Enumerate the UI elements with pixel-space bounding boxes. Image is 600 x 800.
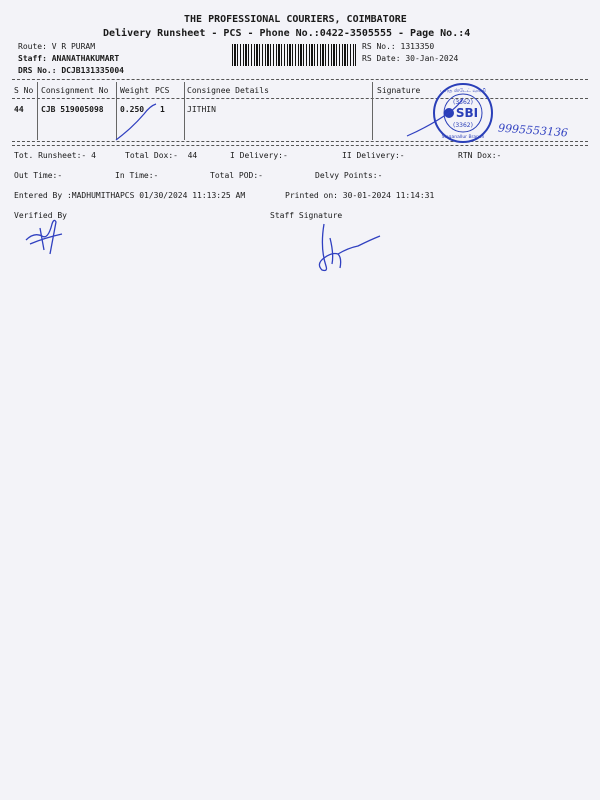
table-row-consignment: CJB 519005098 [41,105,104,114]
signature-receiver-stroke [405,96,465,140]
entered-by: Entered By :MADHUMITHAPCS 01/30/2024 11:13:25 AM [14,191,246,200]
staff-signature-label: Staff Signature [270,211,343,220]
table-row-weight: 0.250 [120,105,145,114]
svg-text:Singanallur Branch: Singanallur Branch [441,135,485,140]
weight-tick-mark [112,100,172,145]
i-delivery: I Delivery:- [230,151,288,160]
printed-on: Printed on: 30-01-2024 11:14:31 [285,191,435,200]
col-header-pcs: PCS [155,86,170,95]
verifier-signature [22,214,66,260]
tot-runsheet: Tot. Runsheet:- 4 [14,151,96,160]
staff-label: Staff: ANANATHAKUMART [18,54,120,63]
table-row-sno: 44 [14,105,24,114]
rs-number: RS No.: 1313350 [362,42,435,51]
col-header-consignee: Consignee Details [187,86,269,95]
col-header-sno: S No [14,86,34,95]
ii-delivery: II Delivery:- [342,151,405,160]
divider [12,141,588,142]
table-row-consignee: JITHIN [187,105,216,114]
company-title: THE PROFESSIONAL COURIERS, COIMBATORE [184,14,407,25]
out-time: Out Time:- [14,171,63,180]
svg-text:(3362): (3362) [453,99,473,106]
svg-text:பாரத ஸ்டேட் வங்கி: பாரத ஸ்டேட் வங்கி [440,88,486,94]
rs-date: RS Date: 30-Jan-2024 [362,54,459,63]
staff-signature [312,218,384,276]
divider [12,79,588,80]
total-pod: Total POD:- [210,171,263,180]
svg-text:(3362): (3362) [453,122,473,129]
rtn-dox: RTN Dox:- [458,151,502,160]
drs-number: DRS No.: DCJB131335004 [18,66,124,75]
col-header-weight: Weight [120,86,149,95]
barcode-image [232,44,356,66]
runsheet-subtitle: Delivery Runsheet - PCS - Phone No.:0422-3505555 - Page No.:4 [103,28,471,39]
col-header-signature: Signature [377,86,421,95]
verified-by-label: Verified By [14,211,67,220]
table-row-pcs: 1 [160,105,165,114]
handwritten-phone: 9995553136 [497,121,569,140]
col-header-consignment: Consignment No [41,86,109,95]
delvy-points: Delvy Points:- [315,171,383,180]
route-label: Route: V R PURAM [18,42,96,51]
total-dox: Total Dox:- 44 [125,151,198,160]
in-time: In Time:- [115,171,159,180]
svg-text:SBI: SBI [455,106,479,120]
divider [12,145,588,146]
divider [12,98,588,99]
